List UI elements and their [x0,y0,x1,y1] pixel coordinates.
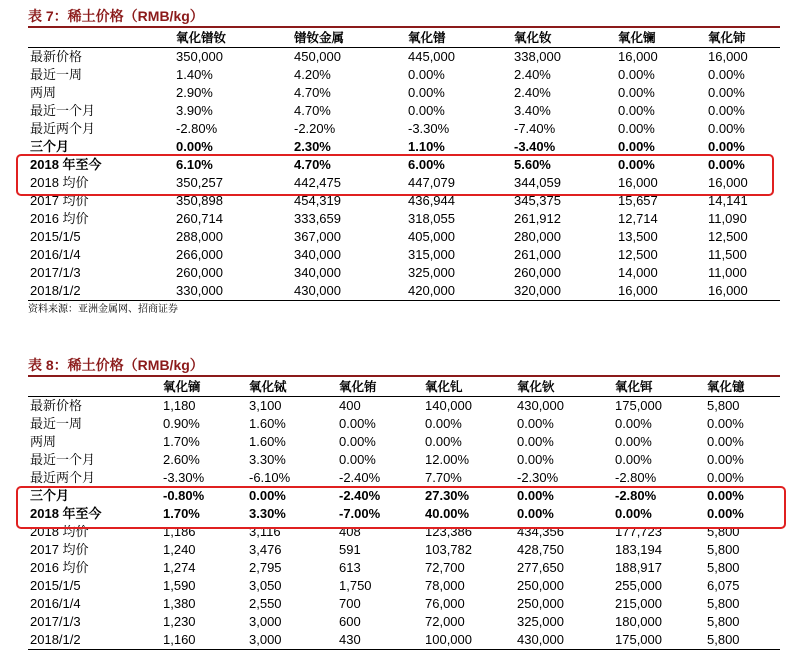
table-cell: -2.80% [615,470,657,485]
table-cell: 4.70% [294,103,331,118]
table-cell: 325,000 [517,614,564,629]
table-cell: 5.60% [514,157,551,172]
table-cell: 350,000 [176,49,223,64]
table-cell: 1,380 [163,596,196,611]
table-cell: -2.40% [339,470,381,485]
table-cell: 0.00% [249,488,286,503]
table-cell: 0.00% [707,434,744,449]
table-cell: 14,000 [618,265,658,280]
table-cell: 447,079 [408,175,455,190]
table-cell: 434,356 [517,524,564,539]
table-cell: 16,000 [708,282,780,301]
table-row [28,102,780,120]
table-cell: 100,000 [425,631,517,650]
table-cell: 175,000 [615,398,662,413]
row-label: 最近两个月 [30,470,96,485]
table-row [28,246,780,264]
table-row [28,577,780,595]
table-cell: 1,186 [163,524,196,539]
table-cell: 260,000 [176,265,223,280]
table-cell: 0.00% [618,139,655,154]
table-cell: 0.00% [615,434,652,449]
table-cell: 72,700 [425,560,465,575]
table-cell: 5,800 [707,631,780,650]
table-cell: 0.00% [339,416,376,431]
table-cell: 430,000 [517,398,564,413]
table-cell: 1,180 [163,398,196,413]
table-cell: -2.80% [176,121,218,136]
table-row [28,66,780,84]
table-cell: 123,386 [425,524,472,539]
table-cell: 5,800 [707,398,740,413]
table-cell: 1,590 [163,578,196,593]
table-row [28,415,780,433]
table-cell: 0.00% [707,470,744,485]
table-cell: 0.00% [708,157,745,172]
column-header: 氧化钕 [514,28,618,48]
table-cell: 1.70% [163,506,200,521]
table-cell: 177,723 [615,524,662,539]
table-cell: 442,475 [294,175,341,190]
table-cell: 11,000 [708,265,747,280]
table-cell: 430 [339,631,425,650]
row-label: 2015/1/5 [30,578,81,593]
table-cell: 445,000 [408,49,455,64]
table-cell: 0.00% [618,121,655,136]
table-cell: 430,000 [517,631,615,650]
table-cell: 3.30% [249,506,286,521]
table-cell: 315,000 [408,247,455,262]
table-row [28,84,780,102]
table-cell: 280,000 [514,229,561,244]
table-cell: 367,000 [294,229,341,244]
table-cell: 3,050 [249,578,282,593]
table-cell: 3,000 [249,614,282,629]
table-cell: 1.10% [408,139,445,154]
table-cell: 72,000 [425,614,465,629]
table-cell: 340,000 [294,247,341,262]
table-cell: 1.60% [249,416,286,431]
header-corner [28,28,176,48]
table-cell: 2.40% [514,85,551,100]
table-cell: 0.00% [707,488,744,503]
table-row [28,397,780,416]
table-cell: 0.90% [163,416,200,431]
row-label: 2016/1/4 [30,596,81,611]
table-cell: 7.70% [425,470,462,485]
table-cell: 0.00% [615,506,652,521]
table-cell: 0.00% [707,506,744,521]
column-header: 氧化镨钕 [176,28,294,48]
row-label: 2018 年至今 [30,157,102,172]
column-header: 镨钕金属 [294,28,408,48]
table-row [28,595,780,613]
table-cell: 430,000 [294,282,408,301]
table-cell: 1,750 [339,578,372,593]
table-cell: 613 [339,560,361,575]
row-label: 2017/1/3 [30,265,81,280]
table-cell: 4.70% [294,157,331,172]
row-label: 2018/1/2 [28,282,176,301]
table-cell: 340,000 [294,265,341,280]
row-label: 2016/1/4 [30,247,81,262]
table-cell: 40.00% [425,506,470,521]
table-cell: 3.40% [514,103,551,118]
table-cell: 13,500 [618,229,658,244]
table-cell: 250,000 [517,596,564,611]
table-cell: 0.00% [618,157,655,172]
table-cell: 0.00% [408,67,445,82]
table-cell: 16,000 [618,282,708,301]
row-label: 最近一个月 [30,452,96,467]
table-row [28,120,780,138]
column-header: 氧化钆 [425,377,517,397]
table-8-header-row [28,377,780,397]
table-row [28,469,780,487]
table-cell: 288,000 [176,229,223,244]
table-7-highlight-box [16,154,774,196]
table-cell: 0.00% [615,452,652,467]
table-row [28,282,780,301]
table-cell: 450,000 [294,49,341,64]
table-cell: 0.00% [708,121,745,136]
table-row [28,613,780,631]
table-cell: 3,100 [249,398,282,413]
table-cell: 600 [339,614,361,629]
table-cell: 16,000 [618,49,658,64]
table-cell: 5,800 [707,524,740,539]
table-cell: 4.70% [294,85,331,100]
column-header: 氧化铽 [249,377,339,397]
table-cell: 3,476 [249,542,282,557]
row-label: 2017 均价 [30,193,89,208]
table-cell: 266,000 [176,247,223,262]
row-label: 最新价格 [30,49,83,64]
table-cell: 2.30% [294,139,331,154]
table-cell: -6.10% [249,470,291,485]
table-cell: 5,800 [707,596,740,611]
table-cell: 0.00% [708,67,745,82]
table-row [28,264,780,282]
table-cell: 436,944 [408,193,455,208]
table-cell: 6.10% [176,157,213,172]
table-cell: 261,000 [514,247,561,262]
table-cell: 333,659 [294,211,341,226]
table-cell: 318,055 [408,211,455,226]
table-cell: 5,800 [707,614,740,629]
table-cell: 0.00% [517,506,554,521]
table-cell: 0.00% [708,103,745,118]
table-cell: 0.00% [618,67,655,82]
table-cell: 5,800 [707,542,740,557]
row-label: 两周 [30,85,57,100]
table-cell: 0.00% [425,434,462,449]
table-cell: -2.30% [517,470,559,485]
table-cell: 140,000 [425,398,472,413]
table-cell: 0.00% [176,139,213,154]
table-cell: 0.00% [517,434,554,449]
table-cell: -3.40% [514,139,556,154]
table-cell: 3,116 [249,524,281,539]
table-cell: 591 [339,542,361,557]
table-7-caption: 表 7：稀土价格（RMB/kg） [28,8,204,24]
table-cell: 345,375 [514,193,561,208]
table-cell: 1,274 [163,560,196,575]
table-cell: 12,714 [618,211,658,226]
table-cell: 277,650 [517,560,564,575]
table-cell: 12.00% [425,452,470,467]
table-cell: 1.70% [163,434,200,449]
row-label: 三个月 [30,488,70,503]
table-row [28,631,780,650]
row-label: 2017/1/3 [30,614,81,629]
table-cell: 1,230 [163,614,196,629]
table-cell: 260,714 [176,211,223,226]
table-cell: 420,000 [408,282,514,301]
row-label: 2018 均价 [30,175,89,190]
row-label: 最近一周 [30,67,83,82]
table-cell: 1.60% [249,434,286,449]
table-cell: 405,000 [408,229,455,244]
table-cell: 0.00% [707,452,744,467]
column-header: 氧化钬 [517,377,615,397]
column-header: 氧化镧 [618,28,708,48]
table-cell: 0.00% [615,416,652,431]
header-corner [28,377,163,397]
table-row [28,48,780,67]
table-8-caption: 表 8：稀土价格（RMB/kg） [28,357,204,373]
table-row [28,210,780,228]
table-cell: 338,000 [514,49,561,64]
table-cell: 0.00% [517,488,554,503]
table-row [28,541,780,559]
column-header: 氧化镝 [163,377,249,397]
table-cell: 3.30% [249,452,286,467]
table-cell: 0.00% [339,434,376,449]
table-row [28,433,780,451]
table-cell: -7.40% [514,121,556,136]
table-cell: 330,000 [176,282,294,301]
table-cell: 261,912 [514,211,561,226]
table-cell: 11,500 [708,247,747,262]
table-cell: 27.30% [425,488,470,503]
table-cell: 15,657 [618,193,658,208]
table-cell: 12,500 [708,229,748,244]
table-cell: 188,917 [615,560,662,575]
table-cell: 700 [339,596,361,611]
table-cell: 78,000 [425,578,465,593]
table-cell: 5,800 [707,560,740,575]
table-cell: -0.80% [163,488,205,503]
table-cell: 0.00% [339,452,376,467]
table-cell: 0.00% [618,103,655,118]
table-cell: 0.00% [425,416,462,431]
column-header: 氧化铕 [339,377,425,397]
row-label: 2016 均价 [30,560,89,575]
table-cell: -3.30% [163,470,205,485]
table-cell: 1.40% [176,67,213,82]
table-row [28,559,780,577]
table-7-source: 资料来源：亚洲金属网、招商证券 [28,304,178,315]
table-cell: 260,000 [514,265,561,280]
table-cell: 12,500 [618,247,658,262]
table-cell: 180,000 [615,614,662,629]
row-label: 2018 年至今 [30,506,102,521]
row-label: 2018 均价 [30,524,89,539]
table-cell: 350,898 [176,193,223,208]
table-cell: 1,160 [163,631,249,650]
table-cell: 428,750 [517,542,564,557]
column-header: 氧化镱 [707,377,780,397]
table-cell: 16,000 [708,175,748,190]
column-header: 氧化铒 [615,377,707,397]
table-cell: 0.00% [408,103,445,118]
table-cell: 1,240 [163,542,196,557]
row-label: 最近一周 [30,416,83,431]
row-label: 2015/1/5 [30,229,81,244]
table-cell: -2.80% [615,488,657,503]
table-cell: -2.20% [294,121,336,136]
table-cell: 0.00% [408,85,445,100]
table-cell: 0.00% [618,85,655,100]
table-cell: 344,059 [514,175,561,190]
table-cell: 11,090 [708,211,747,226]
table-cell: 2.60% [163,452,200,467]
row-label: 2016 均价 [30,211,89,226]
table-cell: -7.00% [339,506,381,521]
row-label: 2017 均价 [30,542,89,557]
table-cell: 0.00% [517,452,554,467]
table-8-highlight-box [16,486,786,529]
row-label: 2018/1/2 [28,631,163,650]
table-cell: 2,795 [249,560,282,575]
table-cell: 408 [339,524,361,539]
row-label: 最新价格 [30,398,83,413]
table-row [28,228,780,246]
table-cell: -3.30% [408,121,450,136]
table-cell: 103,782 [425,542,472,557]
table-cell: 3,000 [249,631,339,650]
table-cell: 350,257 [176,175,223,190]
table-cell: 0.00% [517,416,554,431]
table-cell: 6.00% [408,157,445,172]
row-label: 三个月 [30,139,70,154]
table-cell: -2.40% [339,488,381,503]
table-cell: 250,000 [517,578,564,593]
table-cell: 6,075 [707,578,740,593]
table-cell: 0.00% [708,139,745,154]
table-cell: 175,000 [615,631,707,650]
table-cell: 325,000 [408,265,455,280]
table-cell: 215,000 [615,596,662,611]
table-cell: 3.90% [176,103,213,118]
table-cell: 14,141 [708,193,748,208]
table-cell: 0.00% [708,85,745,100]
table-row [28,451,780,469]
table-cell: 400 [339,398,361,413]
column-header: 氧化镨 [408,28,514,48]
table-cell: 320,000 [514,282,618,301]
table-cell: 255,000 [615,578,662,593]
table-cell: 183,194 [615,542,662,557]
table-cell: 16,000 [618,175,658,190]
table-cell: 2.40% [514,67,551,82]
row-label: 两周 [30,434,57,449]
table-cell: 2.90% [176,85,213,100]
table-7-header-row [28,28,780,48]
table-cell: 16,000 [708,49,748,64]
row-label: 最近两个月 [30,121,96,136]
row-label: 最近一个月 [30,103,96,118]
column-header: 氧化铈 [708,28,780,48]
table-cell: 454,319 [294,193,341,208]
table-cell: 2,550 [249,596,282,611]
table-cell: 4.20% [294,67,331,82]
table-cell: 0.00% [707,416,744,431]
table-cell: 76,000 [425,596,465,611]
